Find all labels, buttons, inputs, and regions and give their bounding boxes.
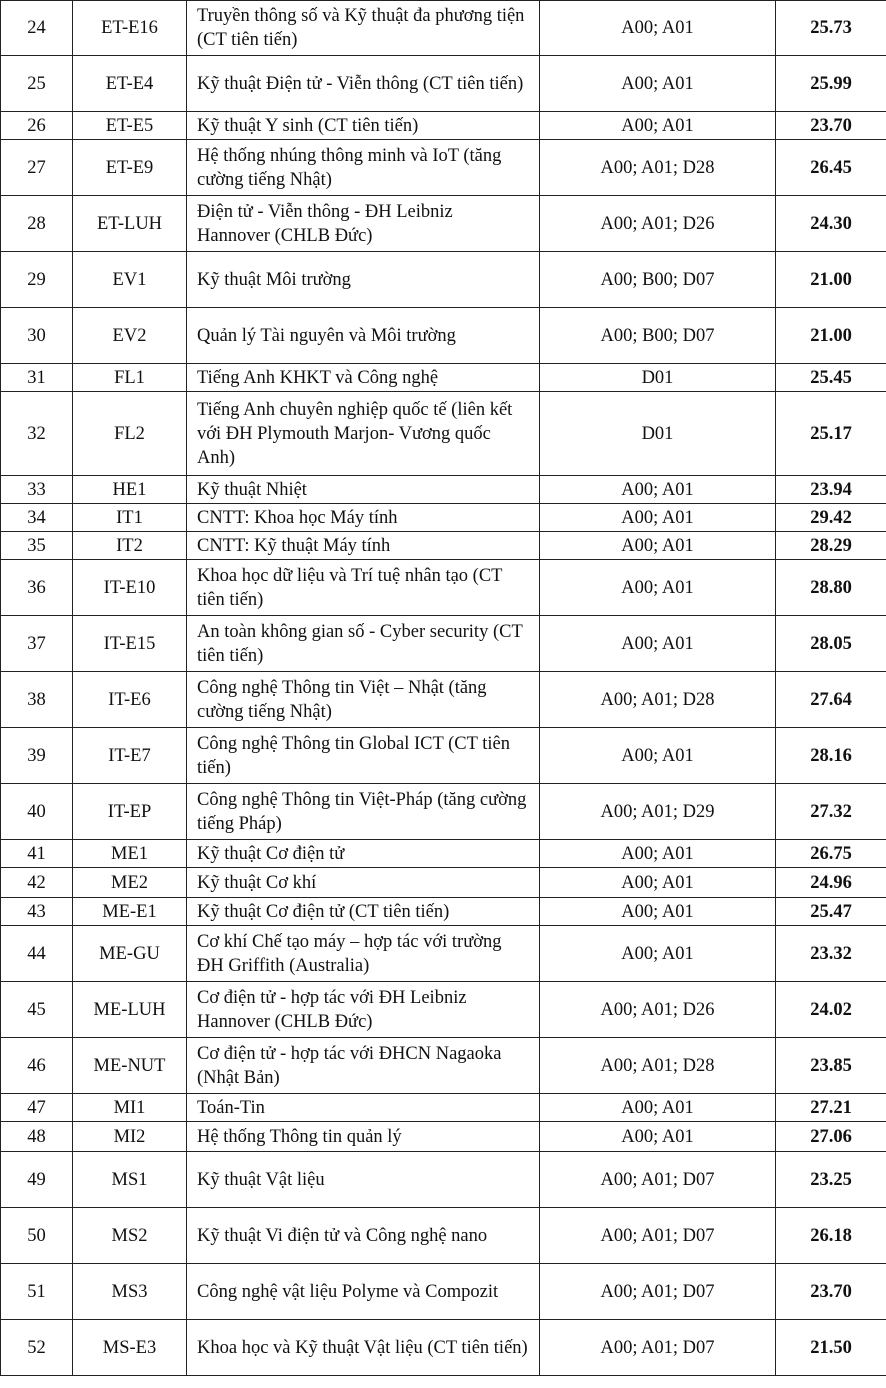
program-code-cell: EV2 [73, 308, 187, 364]
row-number-cell: 28 [1, 196, 73, 252]
subject-combination-cell: A00; A01 [540, 112, 776, 140]
table-row [1, 898, 886, 926]
cutoff-score-cell: 23.32 [776, 926, 886, 982]
cutoff-score-cell: 26.75 [776, 840, 886, 868]
row-number-cell: 40 [1, 784, 73, 840]
cutoff-score-cell: 29.42 [776, 504, 886, 532]
table-row [1, 252, 886, 308]
table-row [1, 140, 886, 196]
row-number-cell: 43 [1, 898, 73, 926]
row-number-cell: 39 [1, 728, 73, 784]
program-code-cell: ET-E5 [73, 112, 187, 140]
table-row [1, 926, 886, 982]
program-code-cell: FL2 [73, 392, 187, 476]
subject-combination-cell: A00; A01 [540, 532, 776, 560]
program-code-cell: ME-NUT [73, 1038, 187, 1094]
row-number-cell: 31 [1, 364, 73, 392]
program-name-cell: Kỹ thuật Môi trường [187, 252, 540, 308]
row-number-cell: 24 [1, 1, 73, 56]
subject-combination-cell: A00; A01 [540, 898, 776, 926]
cutoff-score-cell: 24.02 [776, 982, 886, 1038]
subject-combination-cell: A00; A01 [540, 1122, 776, 1152]
table-row [1, 982, 886, 1038]
table-row [1, 560, 886, 616]
program-name-cell: Công nghệ Thông tin Việt – Nhật (tăng cường tiếng Nhật) [187, 672, 540, 728]
table-row [1, 532, 886, 560]
subject-combination-cell: A00; A01 [540, 504, 776, 532]
program-code-cell: MS3 [73, 1264, 187, 1320]
cutoff-score-cell: 24.96 [776, 868, 886, 898]
subject-combination-cell: A00; A01 [540, 560, 776, 616]
row-number-cell: 51 [1, 1264, 73, 1320]
cutoff-score-cell: 23.70 [776, 1264, 886, 1320]
subject-combination-cell: D01 [540, 364, 776, 392]
table-row [1, 364, 886, 392]
subject-combination-cell: A00; B00; D07 [540, 252, 776, 308]
program-code-cell: MI2 [73, 1122, 187, 1152]
subject-combination-cell: A00; A01; D07 [540, 1320, 776, 1376]
program-name-cell: Cơ khí Chế tạo máy – hợp tác với trường ĐH Griffith (Australia) [187, 926, 540, 982]
subject-combination-cell: A00; A01 [540, 728, 776, 784]
table-row [1, 112, 886, 140]
program-name-cell: Điện tử - Viễn thông - ĐH Leibniz Hannover (CHLB Đức) [187, 196, 540, 252]
table-row [1, 1152, 886, 1208]
program-code-cell: MI1 [73, 1094, 187, 1122]
table-row [1, 504, 886, 532]
subject-combination-cell: A00; A01 [540, 868, 776, 898]
cutoff-score-cell: 27.64 [776, 672, 886, 728]
subject-combination-cell: A00; A01; D07 [540, 1264, 776, 1320]
row-number-cell: 25 [1, 56, 73, 112]
subject-combination-cell: D01 [540, 392, 776, 476]
subject-combination-cell: A00; A01; D28 [540, 1038, 776, 1094]
table-row [1, 1320, 886, 1376]
cutoff-score-cell: 21.00 [776, 252, 886, 308]
cutoff-score-cell: 23.85 [776, 1038, 886, 1094]
program-name-cell: Hệ thống nhúng thông minh và IoT (tăng cường tiếng Nhật) [187, 140, 540, 196]
program-name-cell: Kỹ thuật Vi điện tử và Công nghệ nano [187, 1208, 540, 1264]
program-name-cell: Công nghệ vật liệu Polyme và Compozit [187, 1264, 540, 1320]
row-number-cell: 48 [1, 1122, 73, 1152]
subject-combination-cell: A00; A01 [540, 616, 776, 672]
subject-combination-cell: A00; A01 [540, 1, 776, 56]
cutoff-score-cell: 25.17 [776, 392, 886, 476]
program-code-cell: MS-E3 [73, 1320, 187, 1376]
cutoff-score-cell: 27.06 [776, 1122, 886, 1152]
row-number-cell: 42 [1, 868, 73, 898]
program-code-cell: ME-E1 [73, 898, 187, 926]
table-row [1, 1094, 886, 1122]
program-name-cell: An toàn không gian số - Cyber security (CT tiên tiến) [187, 616, 540, 672]
table-row [1, 308, 886, 364]
program-name-cell: Quản lý Tài nguyên và Môi trường [187, 308, 540, 364]
program-code-cell: HE1 [73, 476, 187, 504]
row-number-cell: 44 [1, 926, 73, 982]
program-code-cell: IT-EP [73, 784, 187, 840]
subject-combination-cell: A00; A01 [540, 840, 776, 868]
row-number-cell: 49 [1, 1152, 73, 1208]
subject-combination-cell: A00; A01; D28 [540, 140, 776, 196]
program-name-cell: Toán-Tin [187, 1094, 540, 1122]
row-number-cell: 41 [1, 840, 73, 868]
program-code-cell: ME2 [73, 868, 187, 898]
table-row [1, 56, 886, 112]
subject-combination-cell: A00; A01 [540, 476, 776, 504]
row-number-cell: 30 [1, 308, 73, 364]
cutoff-score-cell: 25.47 [776, 898, 886, 926]
cutoff-score-cell: 23.70 [776, 112, 886, 140]
subject-combination-cell: A00; B00; D07 [540, 308, 776, 364]
program-name-cell: Kỹ thuật Y sinh (CT tiên tiến) [187, 112, 540, 140]
table-row [1, 1122, 886, 1152]
program-code-cell: IT-E6 [73, 672, 187, 728]
program-name-cell: Truyền thông số và Kỹ thuật đa phương tiện (CT tiên tiến) [187, 1, 540, 56]
table-row [1, 392, 886, 476]
subject-combination-cell: A00; A01 [540, 1094, 776, 1122]
row-number-cell: 45 [1, 982, 73, 1038]
program-name-cell: Công nghệ Thông tin Việt-Pháp (tăng cường tiếng Pháp) [187, 784, 540, 840]
subject-combination-cell: A00; A01 [540, 926, 776, 982]
cutoff-score-cell: 26.45 [776, 140, 886, 196]
row-number-cell: 34 [1, 504, 73, 532]
program-name-cell: Khoa học dữ liệu và Trí tuệ nhân tạo (CT tiên tiến) [187, 560, 540, 616]
program-name-cell: Cơ điện tử - hợp tác với ĐH Leibniz Hannover (CHLB Đức) [187, 982, 540, 1038]
program-code-cell: EV1 [73, 252, 187, 308]
program-name-cell: Kỹ thuật Nhiệt [187, 476, 540, 504]
program-code-cell: IT1 [73, 504, 187, 532]
program-code-cell: FL1 [73, 364, 187, 392]
program-code-cell: ME-GU [73, 926, 187, 982]
cutoff-score-cell: 24.30 [776, 196, 886, 252]
program-name-cell: Cơ điện tử - hợp tác với ĐHCN Nagaoka (Nhật Bản) [187, 1038, 540, 1094]
program-code-cell: ET-E4 [73, 56, 187, 112]
row-number-cell: 36 [1, 560, 73, 616]
program-name-cell: Tiếng Anh chuyên nghiệp quốc tế (liên kết với ĐH Plymouth Marjon- Vương quốc Anh) [187, 392, 540, 476]
subject-combination-cell: A00; A01; D28 [540, 672, 776, 728]
program-name-cell: Hệ thống Thông tin quản lý [187, 1122, 540, 1152]
table-row [1, 616, 886, 672]
cutoff-score-cell: 25.73 [776, 1, 886, 56]
cutoff-score-cell: 21.50 [776, 1320, 886, 1376]
row-number-cell: 33 [1, 476, 73, 504]
program-name-cell: Kỹ thuật Cơ điện tử [187, 840, 540, 868]
table-body [1, 1, 886, 1376]
program-name-cell: Kỹ thuật Cơ điện tử (CT tiên tiến) [187, 898, 540, 926]
table-row [1, 840, 886, 868]
row-number-cell: 26 [1, 112, 73, 140]
program-name-cell: Khoa học và Kỹ thuật Vật liệu (CT tiên tiến) [187, 1320, 540, 1376]
cutoff-score-cell: 28.29 [776, 532, 886, 560]
cutoff-score-cell: 27.32 [776, 784, 886, 840]
row-number-cell: 52 [1, 1320, 73, 1376]
program-code-cell: ME-LUH [73, 982, 187, 1038]
cutoff-score-cell: 25.45 [776, 364, 886, 392]
row-number-cell: 32 [1, 392, 73, 476]
program-name-cell: CNTT: Kỹ thuật Máy tính [187, 532, 540, 560]
table-row [1, 1264, 886, 1320]
row-number-cell: 29 [1, 252, 73, 308]
table-row [1, 1, 886, 56]
program-code-cell: ME1 [73, 840, 187, 868]
program-code-cell: ET-LUH [73, 196, 187, 252]
subject-combination-cell: A00; A01 [540, 56, 776, 112]
subject-combination-cell: A00; A01; D29 [540, 784, 776, 840]
table-row [1, 196, 886, 252]
program-code-cell: IT-E7 [73, 728, 187, 784]
row-number-cell: 38 [1, 672, 73, 728]
cutoff-score-cell: 27.21 [776, 1094, 886, 1122]
cutoff-score-cell: 25.99 [776, 56, 886, 112]
table-row [1, 868, 886, 898]
row-number-cell: 37 [1, 616, 73, 672]
cutoff-score-cell: 28.80 [776, 560, 886, 616]
cutoff-score-cell: 28.16 [776, 728, 886, 784]
cutoff-score-cell: 28.05 [776, 616, 886, 672]
row-number-cell: 47 [1, 1094, 73, 1122]
cutoff-score-cell: 23.25 [776, 1152, 886, 1208]
subject-combination-cell: A00; A01; D26 [540, 982, 776, 1038]
table-row [1, 476, 886, 504]
row-number-cell: 50 [1, 1208, 73, 1264]
table-row [1, 728, 886, 784]
program-code-cell: ET-E16 [73, 1, 187, 56]
table-row [1, 784, 886, 840]
program-code-cell: MS1 [73, 1152, 187, 1208]
cutoff-score-cell: 23.94 [776, 476, 886, 504]
program-name-cell: Kỹ thuật Vật liệu [187, 1152, 540, 1208]
program-code-cell: IT-E15 [73, 616, 187, 672]
program-code-cell: MS2 [73, 1208, 187, 1264]
subject-combination-cell: A00; A01; D26 [540, 196, 776, 252]
cutoff-score-cell: 21.00 [776, 308, 886, 364]
table-row [1, 672, 886, 728]
row-number-cell: 35 [1, 532, 73, 560]
program-code-cell: IT-E10 [73, 560, 187, 616]
table-row [1, 1038, 886, 1094]
subject-combination-cell: A00; A01; D07 [540, 1152, 776, 1208]
subject-combination-cell: A00; A01; D07 [540, 1208, 776, 1264]
row-number-cell: 27 [1, 140, 73, 196]
cutoff-score-cell: 26.18 [776, 1208, 886, 1264]
program-name-cell: Kỹ thuật Cơ khí [187, 868, 540, 898]
program-code-cell: ET-E9 [73, 140, 187, 196]
program-name-cell: Công nghệ Thông tin Global ICT (CT tiên tiến) [187, 728, 540, 784]
program-name-cell: Kỹ thuật Điện tử - Viễn thông (CT tiên tiến) [187, 56, 540, 112]
row-number-cell: 46 [1, 1038, 73, 1094]
program-name-cell: Tiếng Anh KHKT và Công nghệ [187, 364, 540, 392]
table-row [1, 1208, 886, 1264]
program-name-cell: CNTT: Khoa học Máy tính [187, 504, 540, 532]
program-code-cell: IT2 [73, 532, 187, 560]
